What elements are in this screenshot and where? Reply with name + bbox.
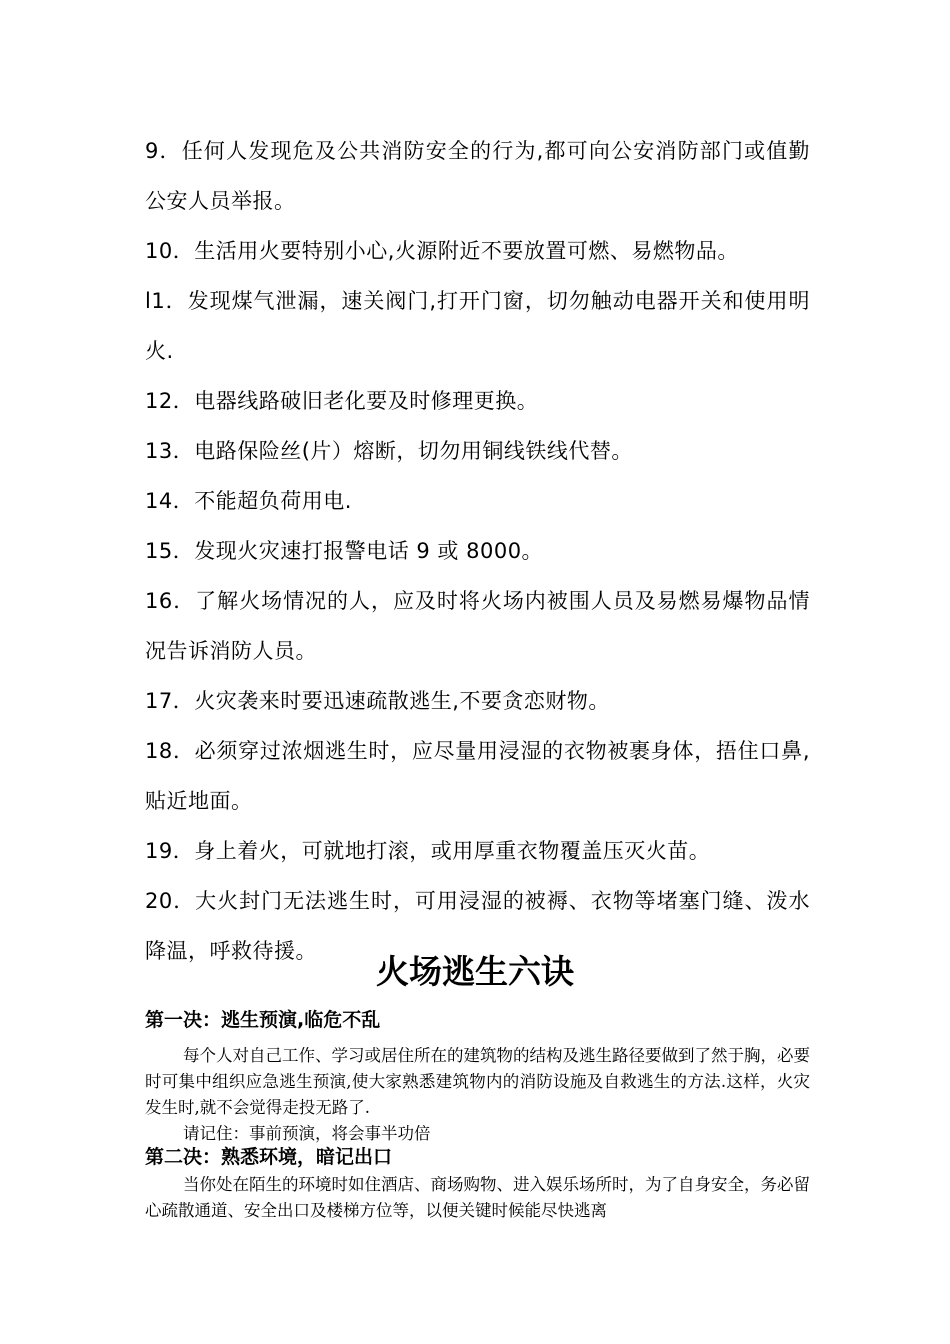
escape-tip-note: 请记住：事前预演，将会事半功倍 (183, 1124, 431, 1143)
rule-item-16: 16．了解火场情况的人，应及时将火场内被围人员及易燃易爆物品情况告诉消防人员。 (145, 589, 810, 663)
escape-tip-2 (145, 1142, 810, 1224)
escape-tip-heading: 第二决：熟悉环境，暗记出口 (145, 1146, 393, 1168)
rule-item-12: 12．电器线路破旧老化要及时修理更换。 (145, 389, 539, 413)
escape-tip-body: 每个人对自己工作、学习或居住所在的建筑物的结构及逃生路径要做到了然于胸，必要时可集中组织应急逃生预演,使大家熟悉建筑物内的消防设施及自救逃生的方法.这样，火灾发生时,就不会觉得走投无路了. (145, 1046, 810, 1117)
escape-tip-1 (145, 1005, 810, 1147)
rule-item-14: 14．不能超负荷用电. (145, 489, 352, 513)
escape-tip-body: 当你处在陌生的环境时如住酒店、商场购物、进入娱乐场所时，为了自身安全，务必留心疏散通道、安全出口及楼梯方位等，以便关键时候能尽快逃离 (145, 1175, 810, 1220)
rule-item-15: 15．发现火灾速打报警电话 9 或 8000。 (145, 539, 544, 563)
rule-item-9: 9．任何人发现危及公共消防安全的行为,都可向公安消防部门或值勤公安人员举报。 (145, 139, 810, 213)
rule-item-17: 17．火灾袭来时要迅速疏散逃生,不要贪恋财物。 (145, 689, 610, 713)
rule-item-19: 19．身上着火，可就地打滚，或用厚重衣物覆盖压灭火苗。 (145, 839, 711, 863)
escape-tip-heading: 第一决：逃生预演,临危不乱 (145, 1009, 381, 1031)
rule-item-18: 18．必须穿过浓烟逃生时，应尽量用浸湿的衣物被裹身体，捂住口鼻,贴近地面。 (145, 739, 810, 813)
section-title: 火场逃生六诀 (376, 952, 574, 991)
rule-item-11: l1．发现煤气泄漏，速关阀门,打开门窗，切勿触动电器开关和使用明火. (145, 289, 810, 363)
fire-safety-rules-list (145, 126, 810, 976)
rule-item-20: 20．大火封门无法逃生时，可用浸湿的被褥、衣物等堵塞门缝、泼水降温，呼救待援。 (145, 889, 810, 963)
rule-item-10: 10．生活用火要特别小心,火源附近不要放置可燃、易燃物品。 (145, 239, 739, 263)
rule-item-13: 13．电路保险丝(片）熔断，切勿用铜线铁线代替。 (145, 439, 633, 463)
